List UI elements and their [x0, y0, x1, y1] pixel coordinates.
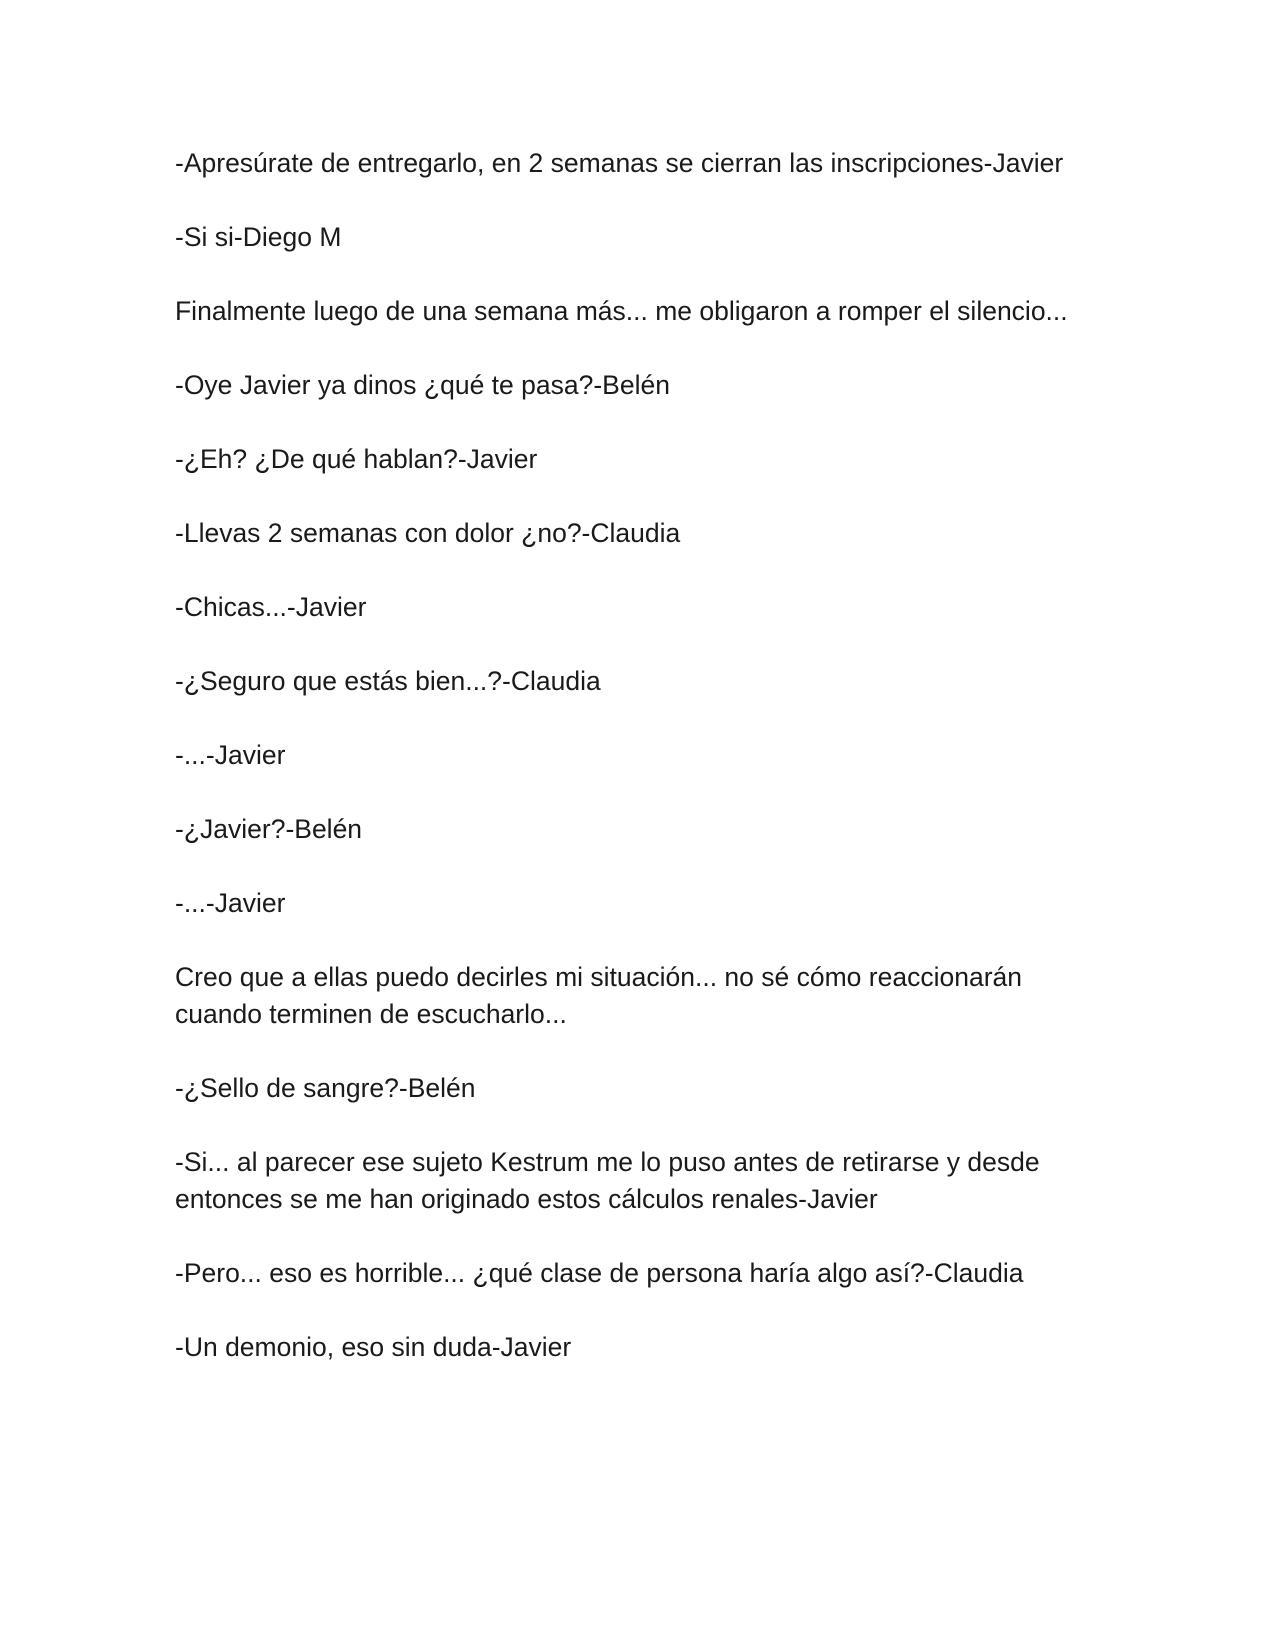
paragraph: Creo que a ellas puedo decirles mi situación... no sé cómo reaccionarán cuando terminen de escucharlo... [175, 962, 1022, 1029]
document-body [175, 145, 1105, 1403]
paragraph: -Si... al parecer ese sujeto Kestrum me lo puso antes de retirarse y desde entonces se me han originado estos cálculos renales-Javier [175, 1147, 1040, 1214]
paragraph: -¿Sello de sangre?-Belén [175, 1073, 476, 1103]
paragraph: -¿Eh? ¿De qué hablan?-Javier [175, 444, 538, 474]
paragraph: Finalmente luego de una semana más... me obligaron a romper el silencio... [175, 296, 1068, 326]
paragraph: -Un demonio, eso sin duda-Javier [175, 1332, 572, 1362]
paragraph: -Chicas...-Javier [175, 592, 367, 622]
paragraph: -¿Seguro que estás bien...?-Claudia [175, 666, 601, 696]
paragraph: -¿Javier?-Belén [175, 814, 363, 844]
paragraph: -Pero... eso es horrible... ¿qué clase de persona haría algo así?-Claudia [175, 1258, 1024, 1288]
paragraph: -...-Javier [175, 888, 286, 918]
paragraph: -Llevas 2 semanas con dolor ¿no?-Claudia [175, 518, 681, 548]
paragraph: -Si si-Diego M [175, 222, 342, 252]
paragraph: -Oye Javier ya dinos ¿qué te pasa?-Belén [175, 370, 670, 400]
paragraph: -Apresúrate de entregarlo, en 2 semanas se cierran las inscripciones-Javier [175, 148, 1064, 178]
paragraph: -...-Javier [175, 740, 286, 770]
